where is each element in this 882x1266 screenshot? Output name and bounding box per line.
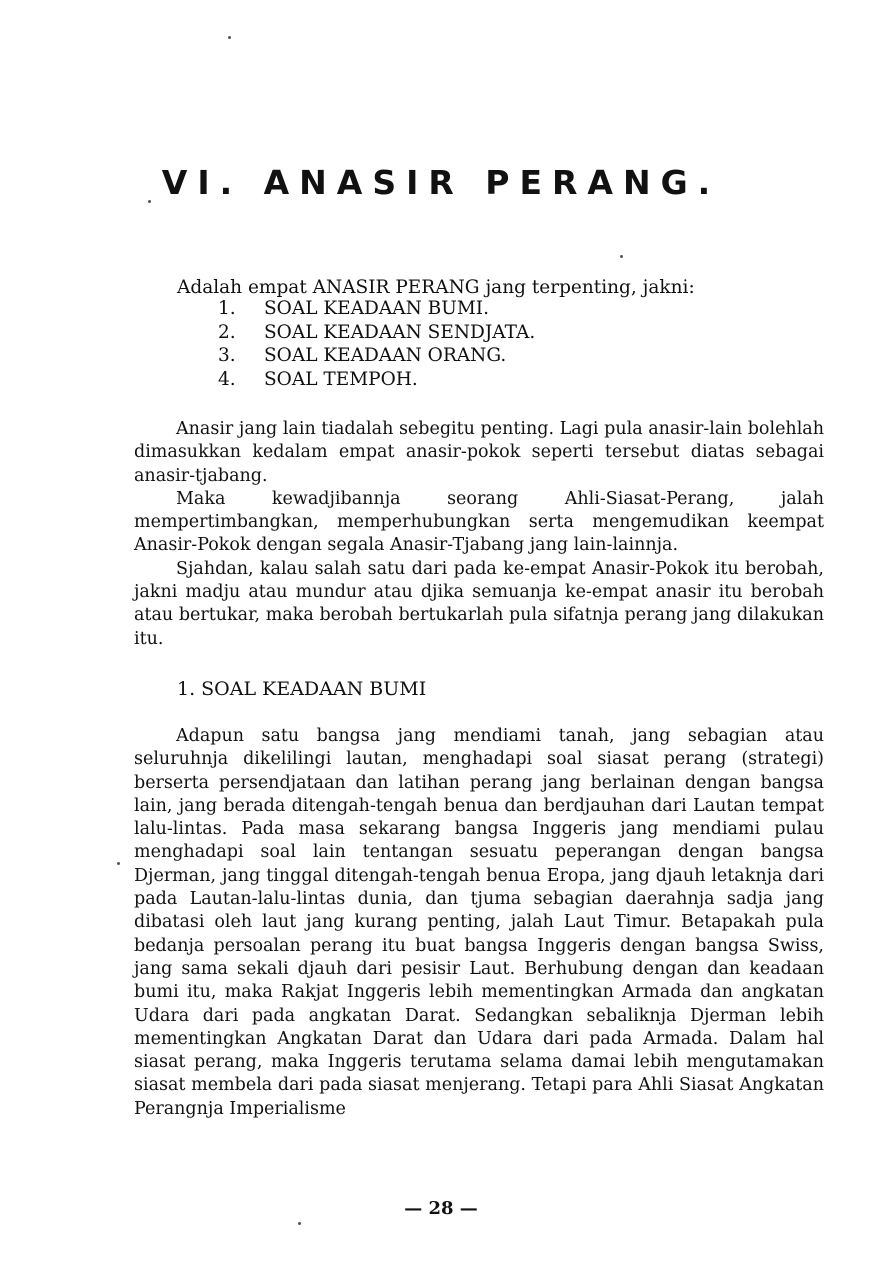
list-item: [218, 368, 535, 392]
body-text: [134, 418, 824, 651]
list-item-number: 2.: [218, 321, 236, 343]
scan-speck: [117, 862, 120, 865]
scan-speck: [228, 36, 231, 39]
scan-speck: [298, 1222, 301, 1225]
chapter-title: VI. ANASIR PERANG.: [161, 163, 721, 202]
list-item-label: SOAL KEADAAN SENDJATA.: [264, 321, 536, 343]
list-item: [218, 297, 535, 321]
section-paragraph: Adapun satu bangsa jang mendiami tanah, jang sebagian atau seluruhnja dikelilingi lautan, menghadapi soal siasat perang (strategi) berserta persendjataan dan latihan perang jang berlainan dengan bangsa lain, jang berada ditengah-tengah benua dan berdjauhan dari Lautan tempat lalu-lintas. Pada masa sekarang bangsa Inggeris jang mendiami pulau menghadapi soal lain tentangan sesuatu peperangan dengan bangsa Djerman, jang tinggal ditengah-tengah benua Eropa, jang djauh letaknja dari pada Lautan-lalu-lintas dunia, dan tjuma sebagian daerahnja sadja jang dibatasi oleh laut jang kurang penting, jalah Laut Timur. Betapakah pula bedanja persoalan perang itu buat bangsa Inggeris dengan bangsa Swiss, jang sama sekali djauh dari pesisir Laut. Berhubung dengan dan keadaan bumi itu, maka Rakjat Inggeris lebih mementingkan Armada dan angkatan Udara dari pada angkatan Darat. Sedangkan sebaliknja Djerman lebih mementingkan Angkatan Darat dan Udara dari pada Armada. Dalam hal siasat perang, maka Inggeris terutama selama damai lebih mengutamakan siasat membela dari pada siasat menjerang. Tetapi para Ahli Siasat Angkatan Perangnja Imperialisme: [134, 726, 824, 1119]
section-heading: 1. SOAL KEADAAN BUMI: [177, 678, 427, 700]
anasir-list: [218, 297, 535, 392]
list-item-label: SOAL TEMPOH.: [264, 369, 418, 391]
scan-speck: [620, 255, 623, 258]
body-paragraph: Sjahdan, kalau salah satu dari pada ke-empat Anasir-Pokok itu berobah, jakni madju atau mundur atau djika semuanja ke-empat anasir itu berobah atau bertukar, maka berobah bertukarlah pula sifatnja perang jang dilakukan itu.: [134, 558, 824, 649]
body-paragraph: Maka kewadjibannja seorang Ahli-Siasat-Perang, jalah mempertimbangkan, memperhubungkan serta mengemudikan keempat Anasir-Pokok dengan segala Anasir-Tjabang jang lain-lainnja.: [134, 488, 824, 556]
scan-speck: [148, 200, 151, 203]
list-item: [218, 344, 535, 368]
body-paragraph: Anasir jang lain tiadalah sebegitu penting. Lagi pula anasir-lain bolehlah dimasukkan kedalam empat anasir-pokok seperti tersebut diatas sebagai anasir-tjabang.: [134, 419, 824, 486]
list-item-number: 1.: [218, 298, 236, 319]
list-item: [218, 321, 535, 345]
section-text: [134, 725, 824, 1121]
list-item-label: SOAL KEADAAN BUMI.: [264, 298, 489, 319]
list-item-number: 4.: [218, 369, 236, 391]
page-number: — 28 —: [404, 1198, 478, 1219]
intro-lead: Adalah empat ANASIR PERANG jang terpenting, jakni:: [177, 277, 695, 298]
list-item-label: SOAL KEADAAN ORANG.: [264, 345, 507, 367]
list-item-number: 3.: [218, 345, 236, 367]
